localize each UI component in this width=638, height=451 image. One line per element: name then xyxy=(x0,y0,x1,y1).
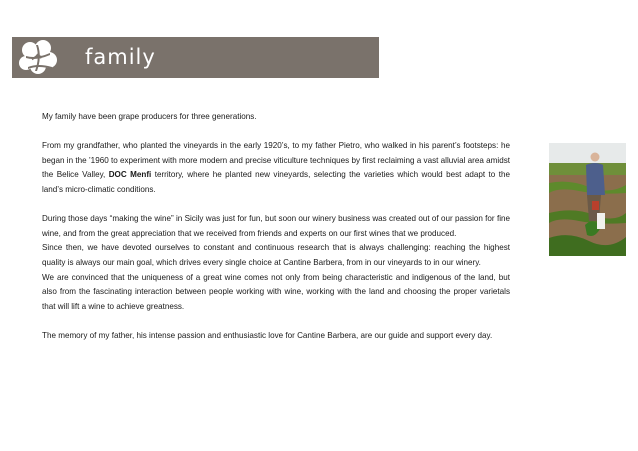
history-paragraph xyxy=(42,139,510,197)
history-text-start: From my grandfather, who planted the vineyards in the early 1920’s, to my father Pietro, who walked in his parent’s footsteps: he began in the ’1960 to experiment with more modern and precise viticulture techniques by first reclaiming a vast alluvial area amidst the Belice Valley, xyxy=(42,141,510,180)
closing-paragraph: The memory of my father, his intense passion and enthusiastic love for Cantine Barbera, are our guide and support every day. xyxy=(42,330,493,340)
history-text-end: territory, where he planted new vineyards, selecting the varieties which would best adapt to the land’s micro-climatic conditions. xyxy=(42,170,510,194)
uniqueness-paragraph: We are convinced that the uniqueness of a great wine comes not only from being characteristic and indigenous of the land, but also from the fascinating interaction between people working with wine, working with the land and choosing the proper varietals that will lift a wine to achieve greatness. xyxy=(42,272,510,311)
vineyard-photo xyxy=(549,143,626,256)
doc-menfi-bold: DOC Menfi xyxy=(108,170,152,180)
intro-paragraph: My family have been grape producers for three generations. xyxy=(42,112,257,121)
body-text xyxy=(42,110,510,344)
passion-paragraph: During those days “making the wine” in Sicily was just for fun, but soon our winery business was created out of our passion for fine wine, and from the great appreciation that we received from friends and experts on our first wines that we produced. xyxy=(42,214,510,238)
page-title: family xyxy=(85,45,156,69)
header-banner xyxy=(12,37,379,78)
grape-leaf-logo-icon xyxy=(16,39,60,76)
research-paragraph: Since then, we have devoted ourselves to constant and continuous research that is always challenging: reaching the highest quality is always our main goal, which drives every single choice at Cantine Barbera, from in our vineyards to in our winery. xyxy=(42,243,510,267)
